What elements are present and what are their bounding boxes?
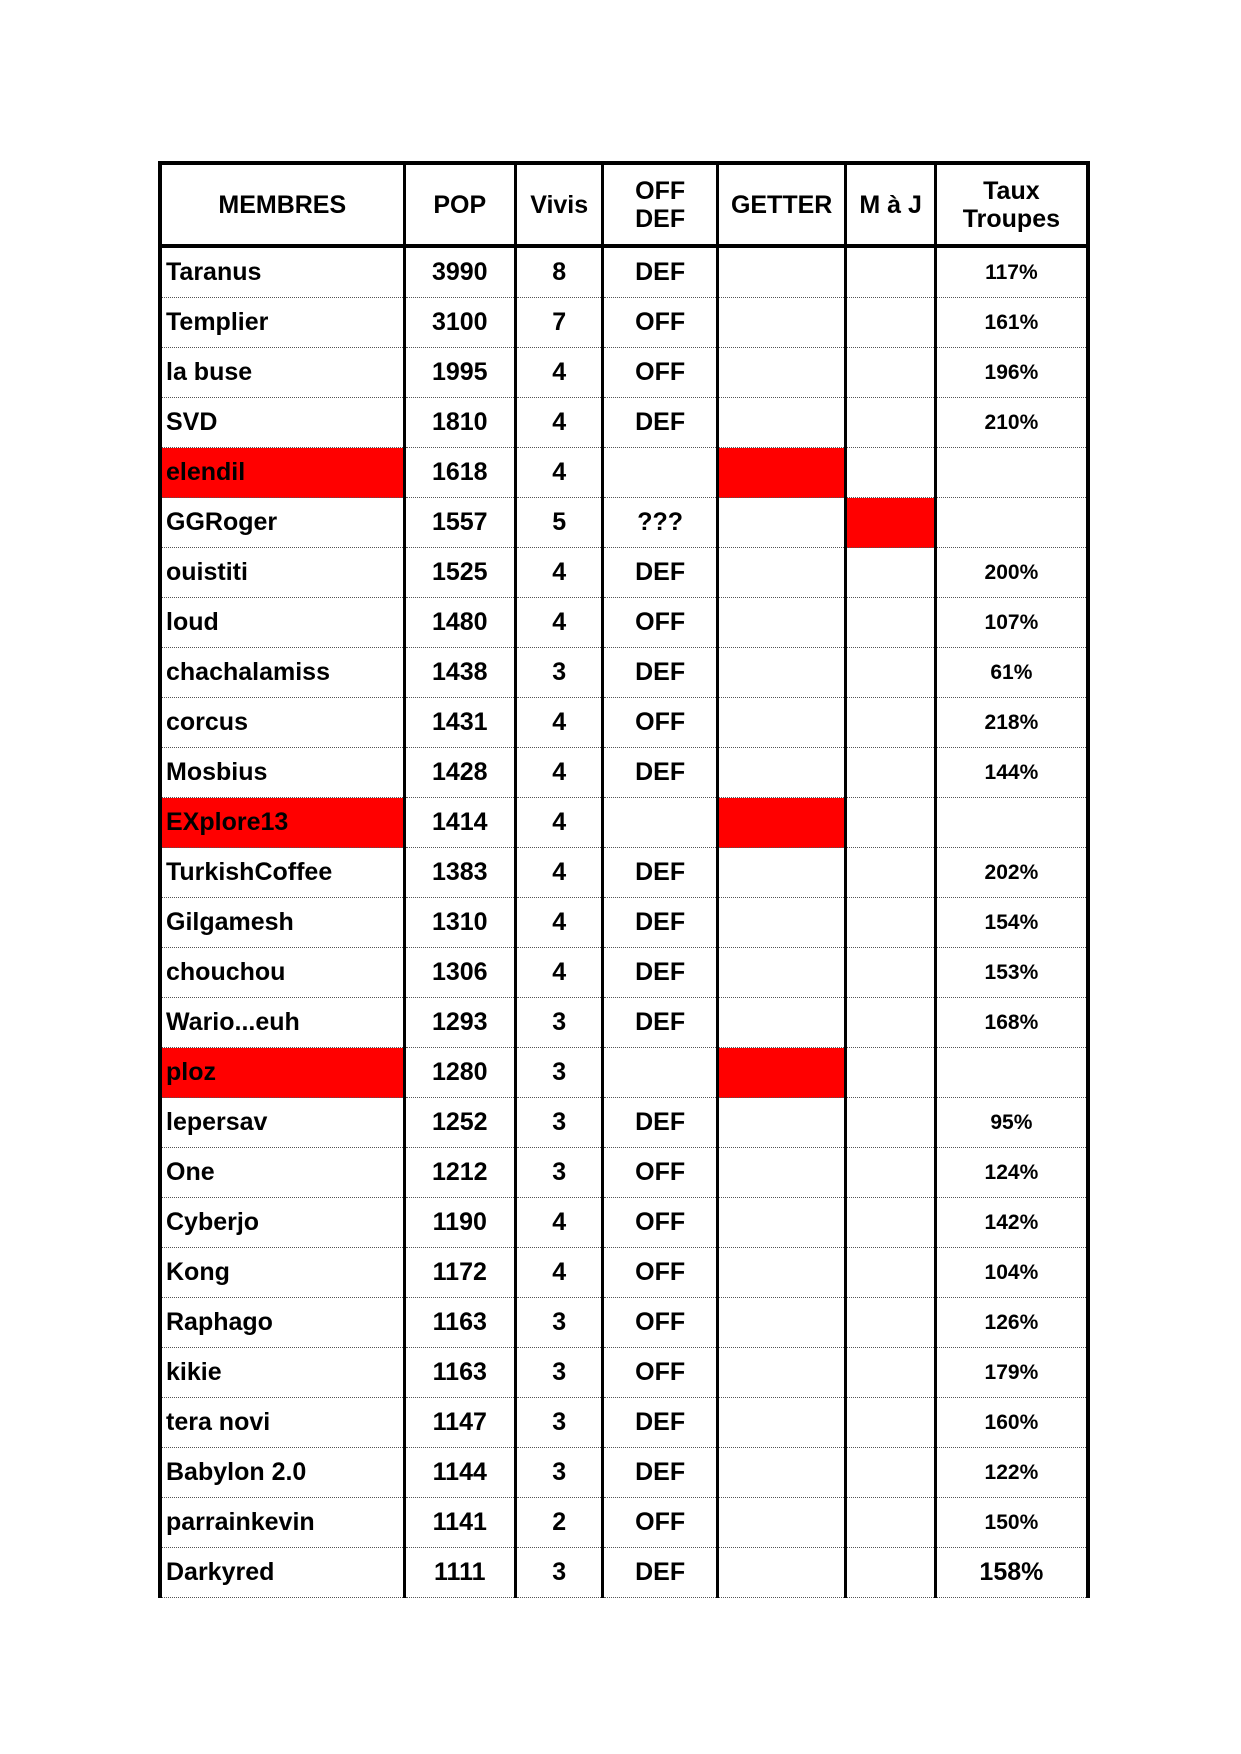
getter-cell (717, 548, 846, 598)
table-row (160, 1148, 1088, 1198)
table-row (160, 1498, 1088, 1548)
pop-cell: 1141 (404, 1498, 515, 1548)
table-row (160, 348, 1088, 398)
off-def-cell: DEF (603, 1398, 717, 1448)
taux-troupes-cell: 153% (935, 948, 1088, 998)
member-name-cell: Raphago (160, 1298, 404, 1348)
header-taux-troupes (935, 163, 1088, 246)
maj-cell (846, 1148, 935, 1198)
maj-cell (846, 1298, 935, 1348)
table-row (160, 1198, 1088, 1248)
off-def-cell: OFF (603, 1198, 717, 1248)
vivis-cell: 4 (516, 598, 603, 648)
maj-cell (846, 998, 935, 1048)
taux-troupes-cell: 150% (935, 1498, 1088, 1548)
pop-cell: 3990 (404, 246, 515, 298)
member-name-cell: Gilgamesh (160, 898, 404, 948)
getter-cell (717, 1148, 846, 1198)
table-row (160, 998, 1088, 1048)
vivis-cell: 7 (516, 298, 603, 348)
taux-troupes-cell: 95% (935, 1098, 1088, 1148)
getter-cell (717, 1348, 846, 1398)
member-name-cell: EXplore13 (160, 798, 404, 848)
member-name-cell: SVD (160, 398, 404, 448)
table-row (160, 1298, 1088, 1348)
vivis-cell: 3 (516, 1298, 603, 1348)
header-taux-line2: Troupes (962, 204, 1061, 233)
off-def-cell: OFF (603, 348, 717, 398)
vivis-cell: 4 (516, 548, 603, 598)
pop-cell: 1306 (404, 948, 515, 998)
member-name-cell: Darkyred (160, 1548, 404, 1598)
pop-cell: 1438 (404, 648, 515, 698)
table-row (160, 246, 1088, 298)
member-name-cell: ploz (160, 1048, 404, 1098)
pop-cell: 1525 (404, 548, 515, 598)
table-row (160, 948, 1088, 998)
off-def-cell: DEF (603, 848, 717, 898)
vivis-cell: 2 (516, 1498, 603, 1548)
getter-cell (717, 1498, 846, 1548)
table-row (160, 548, 1088, 598)
off-def-cell: ??? (603, 498, 717, 548)
vivis-cell: 3 (516, 998, 603, 1048)
table-row (160, 798, 1088, 848)
taux-troupes-cell: 218% (935, 698, 1088, 748)
vivis-cell: 4 (516, 798, 603, 848)
pop-cell: 1252 (404, 1098, 515, 1148)
maj-cell (846, 898, 935, 948)
header-membres: MEMBRES (160, 163, 404, 246)
header-maj: M à J (846, 163, 935, 246)
pop-cell: 1212 (404, 1148, 515, 1198)
off-def-cell: DEF (603, 748, 717, 798)
vivis-cell: 3 (516, 1348, 603, 1398)
maj-cell (846, 548, 935, 598)
pop-cell: 1310 (404, 898, 515, 948)
pop-cell: 1383 (404, 848, 515, 898)
pop-cell: 1172 (404, 1248, 515, 1298)
table-row (160, 698, 1088, 748)
pop-cell: 1147 (404, 1398, 515, 1448)
getter-cell (717, 246, 846, 298)
member-name-cell: Cyberjo (160, 1198, 404, 1248)
maj-cell (846, 1248, 935, 1298)
member-name-cell: Taranus (160, 246, 404, 298)
vivis-cell: 4 (516, 848, 603, 898)
getter-cell (717, 1548, 846, 1598)
maj-cell (846, 448, 935, 498)
header-taux-line1: Taux (983, 176, 1040, 205)
taux-troupes-cell: 142% (935, 1198, 1088, 1248)
pop-cell: 1190 (404, 1198, 515, 1248)
taux-troupes-cell: 158% (935, 1548, 1088, 1598)
maj-cell (846, 1098, 935, 1148)
vivis-cell: 4 (516, 398, 603, 448)
member-name-cell: TurkishCoffee (160, 848, 404, 898)
off-def-cell: DEF (603, 1548, 717, 1598)
off-def-cell: DEF (603, 246, 717, 298)
pop-cell: 1111 (404, 1548, 515, 1598)
table-row (160, 898, 1088, 948)
off-def-cell (603, 1048, 717, 1098)
maj-cell (846, 1498, 935, 1548)
taux-troupes-cell: 122% (935, 1448, 1088, 1498)
taux-troupes-cell: 117% (935, 246, 1088, 298)
pop-cell: 1144 (404, 1448, 515, 1498)
taux-troupes-cell: 179% (935, 1348, 1088, 1398)
table-row (160, 498, 1088, 548)
member-name-cell: ouistiti (160, 548, 404, 598)
header-getter: GETTER (717, 163, 846, 246)
off-def-cell: DEF (603, 648, 717, 698)
off-def-cell: OFF (603, 1148, 717, 1198)
pop-cell: 1557 (404, 498, 515, 548)
taux-troupes-cell (935, 448, 1088, 498)
getter-cell (717, 798, 846, 848)
table-row (160, 398, 1088, 448)
taux-troupes-cell: 61% (935, 648, 1088, 698)
member-name-cell: Mosbius (160, 748, 404, 798)
vivis-cell: 4 (516, 448, 603, 498)
vivis-cell: 4 (516, 348, 603, 398)
pop-cell: 1810 (404, 398, 515, 448)
taux-troupes-cell (935, 798, 1088, 848)
member-name-cell: parrainkevin (160, 1498, 404, 1548)
off-def-cell: OFF (603, 698, 717, 748)
taux-troupes-cell (935, 498, 1088, 548)
pop-cell: 1163 (404, 1348, 515, 1398)
off-def-cell (603, 798, 717, 848)
pop-cell: 1293 (404, 998, 515, 1048)
header-vivis: Vivis (516, 163, 603, 246)
taux-troupes-cell: 210% (935, 398, 1088, 448)
getter-cell (717, 698, 846, 748)
maj-cell (846, 1398, 935, 1448)
pop-cell: 1618 (404, 448, 515, 498)
taux-troupes-cell: 202% (935, 848, 1088, 898)
pop-cell: 1480 (404, 598, 515, 648)
getter-cell (717, 748, 846, 798)
taux-troupes-cell: 126% (935, 1298, 1088, 1348)
maj-cell (846, 848, 935, 898)
maj-cell (846, 1348, 935, 1398)
off-def-cell (603, 448, 717, 498)
getter-cell (717, 1448, 846, 1498)
getter-cell (717, 1098, 846, 1148)
member-name-cell: Templier (160, 298, 404, 348)
maj-cell (846, 398, 935, 448)
getter-cell (717, 498, 846, 548)
member-name-cell: tera novi (160, 1398, 404, 1448)
taux-troupes-cell: 124% (935, 1148, 1088, 1198)
vivis-cell: 5 (516, 498, 603, 548)
member-name-cell: corcus (160, 698, 404, 748)
taux-troupes-cell: 161% (935, 298, 1088, 348)
member-name-cell: Babylon 2.0 (160, 1448, 404, 1498)
getter-cell (717, 1248, 846, 1298)
table-row (160, 1398, 1088, 1448)
off-def-cell: OFF (603, 298, 717, 348)
maj-cell (846, 348, 935, 398)
getter-cell (717, 448, 846, 498)
table-row (160, 1548, 1088, 1598)
vivis-cell: 4 (516, 948, 603, 998)
off-def-cell: DEF (603, 998, 717, 1048)
maj-cell (846, 648, 935, 698)
taux-troupes-cell: 154% (935, 898, 1088, 948)
vivis-cell: 4 (516, 748, 603, 798)
vivis-cell: 4 (516, 698, 603, 748)
member-name-cell: Kong (160, 1248, 404, 1298)
getter-cell (717, 1398, 846, 1448)
taux-troupes-cell: 200% (935, 548, 1088, 598)
table-row (160, 1448, 1088, 1498)
off-def-cell: DEF (603, 1448, 717, 1498)
maj-cell (846, 748, 935, 798)
taux-troupes-cell: 104% (935, 1248, 1088, 1298)
maj-cell (846, 298, 935, 348)
header-row (160, 163, 1088, 246)
pop-cell: 1431 (404, 698, 515, 748)
member-name-cell: la buse (160, 348, 404, 398)
vivis-cell: 3 (516, 1448, 603, 1498)
vivis-cell: 3 (516, 1398, 603, 1448)
table-row (160, 298, 1088, 348)
off-def-cell: OFF (603, 1498, 717, 1548)
pop-cell: 1280 (404, 1048, 515, 1098)
maj-cell (846, 498, 935, 548)
getter-cell (717, 898, 846, 948)
getter-cell (717, 848, 846, 898)
header-off-def-line1: OFF (635, 176, 686, 205)
getter-cell (717, 1198, 846, 1248)
getter-cell (717, 948, 846, 998)
getter-cell (717, 298, 846, 348)
vivis-cell: 8 (516, 246, 603, 298)
member-name-cell: kikie (160, 1348, 404, 1398)
maj-cell (846, 246, 935, 298)
maj-cell (846, 598, 935, 648)
off-def-cell: OFF (603, 598, 717, 648)
getter-cell (717, 648, 846, 698)
member-name-cell: chachalamiss (160, 648, 404, 698)
vivis-cell: 3 (516, 1148, 603, 1198)
header-pop: POP (404, 163, 515, 246)
getter-cell (717, 398, 846, 448)
maj-cell (846, 1548, 935, 1598)
taux-troupes-cell (935, 1048, 1088, 1098)
header-off-def-line2: DEF (635, 204, 686, 233)
maj-cell (846, 1198, 935, 1248)
maj-cell (846, 1048, 935, 1098)
pop-cell: 1163 (404, 1298, 515, 1348)
vivis-cell: 3 (516, 1048, 603, 1098)
taux-troupes-cell: 144% (935, 748, 1088, 798)
member-name-cell: elendil (160, 448, 404, 498)
off-def-cell: DEF (603, 548, 717, 598)
vivis-cell: 4 (516, 1198, 603, 1248)
pop-cell: 1428 (404, 748, 515, 798)
off-def-cell: DEF (603, 398, 717, 448)
member-name-cell: One (160, 1148, 404, 1198)
taux-troupes-cell: 168% (935, 998, 1088, 1048)
member-name-cell: chouchou (160, 948, 404, 998)
off-def-cell: DEF (603, 1098, 717, 1148)
header-off-def (603, 163, 717, 246)
vivis-cell: 4 (516, 898, 603, 948)
off-def-cell: DEF (603, 948, 717, 998)
maj-cell (846, 798, 935, 848)
getter-cell (717, 598, 846, 648)
table-row (160, 598, 1088, 648)
table-row (160, 448, 1088, 498)
off-def-cell: OFF (603, 1348, 717, 1398)
off-def-cell: OFF (603, 1248, 717, 1298)
table-row (160, 748, 1088, 798)
maj-cell (846, 948, 935, 998)
member-name-cell: loud (160, 598, 404, 648)
table-row (160, 848, 1088, 898)
maj-cell (846, 698, 935, 748)
off-def-cell: OFF (603, 1298, 717, 1348)
maj-cell (846, 1448, 935, 1498)
taux-troupes-cell: 160% (935, 1398, 1088, 1448)
member-name-cell: lepersav (160, 1098, 404, 1148)
pop-cell: 3100 (404, 298, 515, 348)
member-name-cell: GGRoger (160, 498, 404, 548)
members-table (158, 161, 1090, 1598)
table-row (160, 1348, 1088, 1398)
off-def-cell: DEF (603, 898, 717, 948)
member-name-cell: Wario...euh (160, 998, 404, 1048)
taux-troupes-cell: 107% (935, 598, 1088, 648)
vivis-cell: 3 (516, 1098, 603, 1148)
table-row (160, 1098, 1088, 1148)
getter-cell (717, 348, 846, 398)
table-row (160, 648, 1088, 698)
getter-cell (717, 1298, 846, 1348)
table-row (160, 1248, 1088, 1298)
table-row (160, 1048, 1088, 1098)
vivis-cell: 3 (516, 648, 603, 698)
vivis-cell: 4 (516, 1248, 603, 1298)
getter-cell (717, 1048, 846, 1098)
pop-cell: 1414 (404, 798, 515, 848)
pop-cell: 1995 (404, 348, 515, 398)
getter-cell (717, 998, 846, 1048)
vivis-cell: 3 (516, 1548, 603, 1598)
taux-troupes-cell: 196% (935, 348, 1088, 398)
